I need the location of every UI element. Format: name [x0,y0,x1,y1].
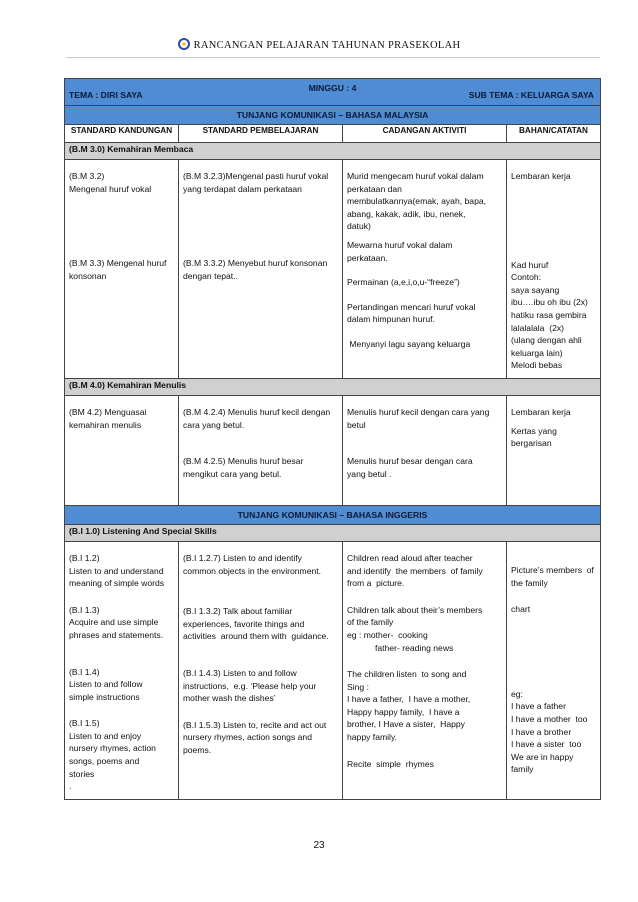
logo-icon [178,38,190,50]
bahan-catatan-cell [507,541,601,799]
text-block [69,666,174,704]
text-block [69,552,174,590]
theme-label: TEMA : DIRI SAYA [69,90,143,101]
text-line: Lembaran kerja [511,171,571,181]
text-line: dalam himpunan huruf. [347,314,435,325]
text-line: Children talk about their’s members [347,604,483,615]
text-line: songs, poems and [69,756,140,767]
text-line: from a picture. [347,578,405,589]
text-line: Listen to and understand [69,565,164,576]
text-line: kemahiran menulis [69,419,142,430]
text-line: Happy happy family, I have a [347,706,460,717]
text-line: (B.I 1.4.3) Listen to and follow [183,667,297,678]
text-line: (B.M 3.3) Mengenal huruf [69,258,167,269]
text-block [69,604,174,642]
text-line: saya sayang [511,284,560,295]
text-line: The children listen to song and [347,669,467,680]
text-line: brother, I Have a sister, Happy [347,719,465,730]
table-row [65,395,601,505]
text-line: phrases and statements. [69,629,164,640]
col-header: BAHAN/CATATAN [507,125,601,143]
text-line: of the family [347,617,394,628]
cadangan-aktiviti-cell [343,160,507,379]
text-line: happy family. [347,732,397,743]
text-line: yang betul . [347,468,392,479]
text-line: (B.I 1.2) [69,552,100,563]
text-line: Children read aloud after teacher [347,552,473,563]
text-block [183,455,338,480]
text-block [183,719,338,757]
text-line: (B.I 1.3.2) Talk about familiar [183,606,293,617]
page-number: 23 [313,840,325,851]
text-block [69,406,174,431]
text-line: I have a sister too [511,739,582,750]
text-line: (B.M 3.2.3)Mengenal pasti huruf vokal [183,171,329,181]
text-line: perkataan. [347,252,388,263]
text-line: Murid mengecam huruf vokal dalam [347,171,484,181]
standard-kandungan-cell [65,541,179,799]
text-line: Recite simple rhymes [347,758,434,769]
text-line: (B.I 1.5.3) Listen to, recite and act out [183,719,327,730]
text-block [511,259,596,372]
section-title-bi: TUNJANG KOMUNIKASI – BAHASA INGGERIS [65,505,601,524]
text-line: Menulis huruf kecil dengan cara yang [347,406,490,417]
text-line: Menulis huruf besar dengan cara [347,456,473,467]
col-header: CADANGAN AKTIVITI [343,125,507,143]
text-line: I have a brother [511,726,572,737]
text-line: experiences, favorite things and [183,618,305,629]
text-line: Mengenal huruf vokal [69,183,152,194]
text-line: abang, kakak, adik, ibu, nenek, [347,208,466,219]
text-line: betul [347,419,366,430]
subsection-heading: (B.M 3.0) Kemahiran Membaca [65,143,601,160]
text-line: yang terdapat dalam perkataan [183,183,302,194]
text-line: (B.M 3.3.2) Menyebut huruf konsonan [183,258,328,269]
text-line: common objects in the environment. [183,565,322,576]
text-line: I have a father, I have a mother, [347,694,471,705]
text-block [511,688,596,776]
text-line: Pertandingan mencari huruf vokal [347,301,476,312]
text-line: membulatkannya(emak, ayah, bapa, [347,196,487,207]
text-block [511,564,596,589]
cadangan-aktiviti-cell [343,395,507,505]
standard-pembelajaran-cell [179,395,343,505]
text-block [183,257,338,282]
subsection-heading: (B.M 4.0) Kemahiran Menulis [65,378,601,395]
text-line: keluarga lain) [511,347,563,358]
text-line: meaning of simple words [69,578,165,589]
col-header: STANDARD PEMBELAJARAN [179,125,343,143]
text-line: mengikut cara yang betul. [183,468,282,479]
text-line: Picture’s members of [511,564,594,575]
page-header [0,38,638,51]
text-line: family [511,764,534,775]
text-line: . [69,781,72,792]
text-block [183,667,338,705]
text-line: (B.I 1.4) [69,666,100,677]
text-block [511,603,596,616]
week-label: MINGGU : 4 [308,83,357,93]
text-line: cara yang betul. [183,419,245,430]
text-block [511,170,596,183]
text-block [347,552,502,590]
text-block [347,668,502,744]
text-block [347,758,502,771]
text-block [511,425,596,450]
text-line: Kad huruf [511,259,549,270]
standard-pembelajaran-cell [179,541,343,799]
text-line: activities around them with guidance. [183,631,329,642]
text-line: (B.I 1.5) [69,718,100,729]
text-line: (ulang dengan ahli [511,335,582,346]
text-block [69,257,174,282]
text-line: dengan tepat.. [183,270,238,281]
text-line: Menyanyi lagu sayang keluarga [347,338,471,349]
text-line: nursery rhymes, action [69,743,156,754]
text-line: I have a mother too [511,713,588,724]
header-divider [66,57,600,58]
text-line: the family [511,577,548,588]
banner-row [65,79,601,106]
bahan-catatan-cell [507,160,601,379]
text-line: Sing : [347,681,369,692]
text-line: lalalalala (2x) [511,322,565,333]
lesson-plan-table [64,78,601,800]
text-line: and identify the members of family [347,565,483,576]
text-line: instructions, e.g. ‘Please help your [183,680,317,691]
text-line: (B.M 3.2) [69,171,105,181]
text-line: (B.I 1.3) [69,604,100,615]
standard-kandungan-cell [65,160,179,379]
col-header: STANDARD KANDUNGAN [65,125,179,143]
text-line: hatiku rasa gembira [511,309,587,320]
standard-pembelajaran-cell [179,160,343,379]
subtheme-label: SUB TEMA : KELUARGA SAYA [468,90,594,101]
text-line: Melodi bebas [511,360,563,371]
text-block [183,552,338,577]
text-block [347,301,502,326]
text-block [183,406,338,431]
text-line: eg : mother- cooking [347,629,428,640]
text-line: poems. [183,744,212,755]
activity-line: father- reading news [375,642,454,653]
cadangan-aktiviti-cell [343,541,507,799]
text-block [183,605,338,643]
header-title: RANCANGAN PELAJARAN TAHUNAN PRASEKOLAH [193,40,461,51]
text-line: (B.M 4.2.4) Menulis huruf kecil dengan [183,406,331,417]
bahan-catatan-cell [507,395,601,505]
text-block [347,239,502,264]
section-title-bm: TUNJANG KOMUNIKASI – BAHASA MALAYSIA [65,106,601,125]
standard-kandungan-cell [65,395,179,505]
text-line: Listen to and enjoy [69,730,142,741]
text-line: Lembaran kerja [511,406,571,417]
text-block [347,604,502,642]
text-line: nursery rhymes, action songs and [183,732,312,743]
text-line: Mewarna huruf vokal dalam [347,239,453,250]
text-block [347,406,502,431]
text-line: Kertas yang [511,425,557,436]
text-block [183,170,338,195]
text-block [347,455,502,480]
text-block [511,406,596,419]
text-line: mother wash the dishes’ [183,693,276,704]
text-block [347,276,502,289]
text-line: ibu….ibu oh ibu (2x) [511,297,588,308]
text-line: perkataan dan [347,183,402,194]
text-line: We are in happy [511,751,574,762]
text-block [347,338,502,351]
text-line: datuk) [347,221,371,232]
text-line: I have a father [511,701,566,712]
text-line: eg: [511,688,523,699]
subsection-heading: (B.I 1.0) Listening And Special Skills [65,524,601,541]
text-block [347,170,502,233]
table-row [65,541,601,799]
text-line: Permainan (a,e,i,o,u-“freeze”) [347,277,460,288]
text-line: Contoh: [511,272,542,283]
text-block [69,170,174,195]
text-line: chart [511,604,531,615]
table-row [65,160,601,379]
text-block [69,717,174,793]
text-line: stories [69,768,95,779]
text-line: simple instructions [69,691,140,702]
theme-banner [65,79,601,106]
text-line: Listen to and follow [69,679,143,690]
text-line: bergarisan [511,438,552,449]
column-headers [65,125,601,143]
text-line: (B.M 4.2.5) Menulis huruf besar [183,456,304,467]
text-line: konsonan [69,270,107,281]
text-line: (BM 4.2) Menguasai [69,406,147,417]
text-line: Acquire and use simple [69,617,159,628]
text-line: (B.I 1.2.7) Listen to and identify [183,552,302,563]
